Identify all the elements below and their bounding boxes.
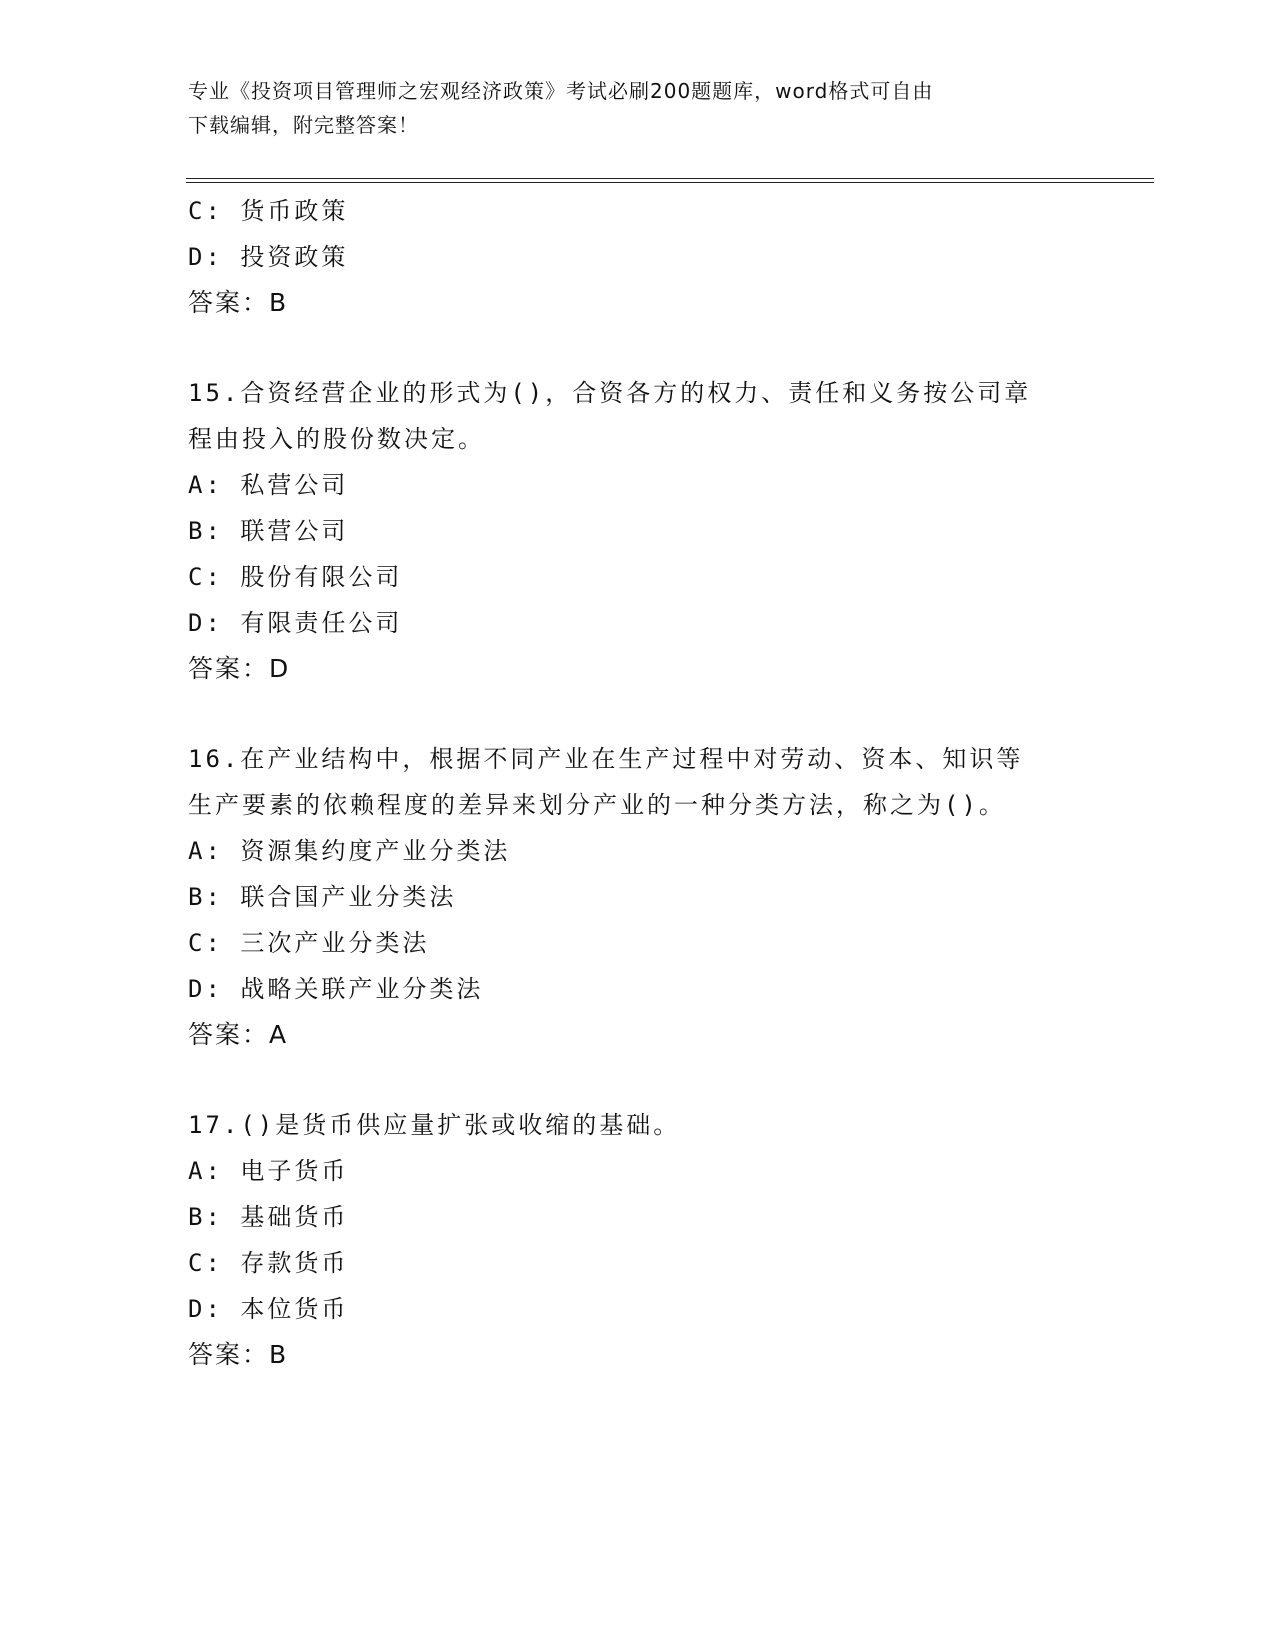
option-b: B: 基础货币 [188,1203,349,1231]
option-a: A: 资源集约度产业分类法 [188,837,511,865]
answer: 答案：D [188,654,291,683]
option-c: C: 三次产业分类法 [188,929,430,957]
header-line-2: 下载编辑，附完整答案！ [188,113,419,137]
question-15 [188,370,1088,692]
option-c: C: 存款货币 [188,1249,349,1277]
question-stem-line: 程由投入的股份数决定。 [188,425,485,453]
question-stem-line: 16.在产业结构中，根据不同产业在生产过程中对劳动、资本、知识等 [188,745,1024,773]
page-header [188,74,1068,142]
question-17 [188,1102,1088,1378]
answer: 答案：B [188,1340,289,1369]
option-b: B: 联合国产业分类法 [188,883,457,911]
option-d: D: 战略关联产业分类法 [188,975,484,1003]
option-d: D: 本位货币 [188,1295,349,1323]
option-c: C: 货币政策 [188,197,349,225]
answer: 答案：A [188,1020,289,1049]
option-d: D: 投资政策 [188,243,349,271]
question-continued [188,188,1088,326]
header-divider [186,178,1154,183]
answer: 答案：B [188,288,289,317]
question-stem-line: 17.()是货币供应量扩张或收缩的基础。 [188,1111,681,1139]
question-stem-line: 生产要素的依赖程度的差异来划分产业的一种分类方法，称之为()。 [188,791,1006,819]
question-list [188,188,1088,1378]
option-a: A: 电子货币 [188,1157,349,1185]
question-stem-line: 15.合资经营企业的形式为()，合资各方的权力、责任和义务按公司章 [188,379,1032,407]
option-d: D: 有限责任公司 [188,609,403,637]
header-line-1: 专业《投资项目管理师之宏观经济政策》考试必刷200题题库，word格式可自由 [188,79,934,103]
option-a: A: 私营公司 [188,471,349,499]
option-b: B: 联营公司 [188,517,349,545]
option-c: C: 股份有限公司 [188,563,403,591]
question-16 [188,736,1088,1058]
